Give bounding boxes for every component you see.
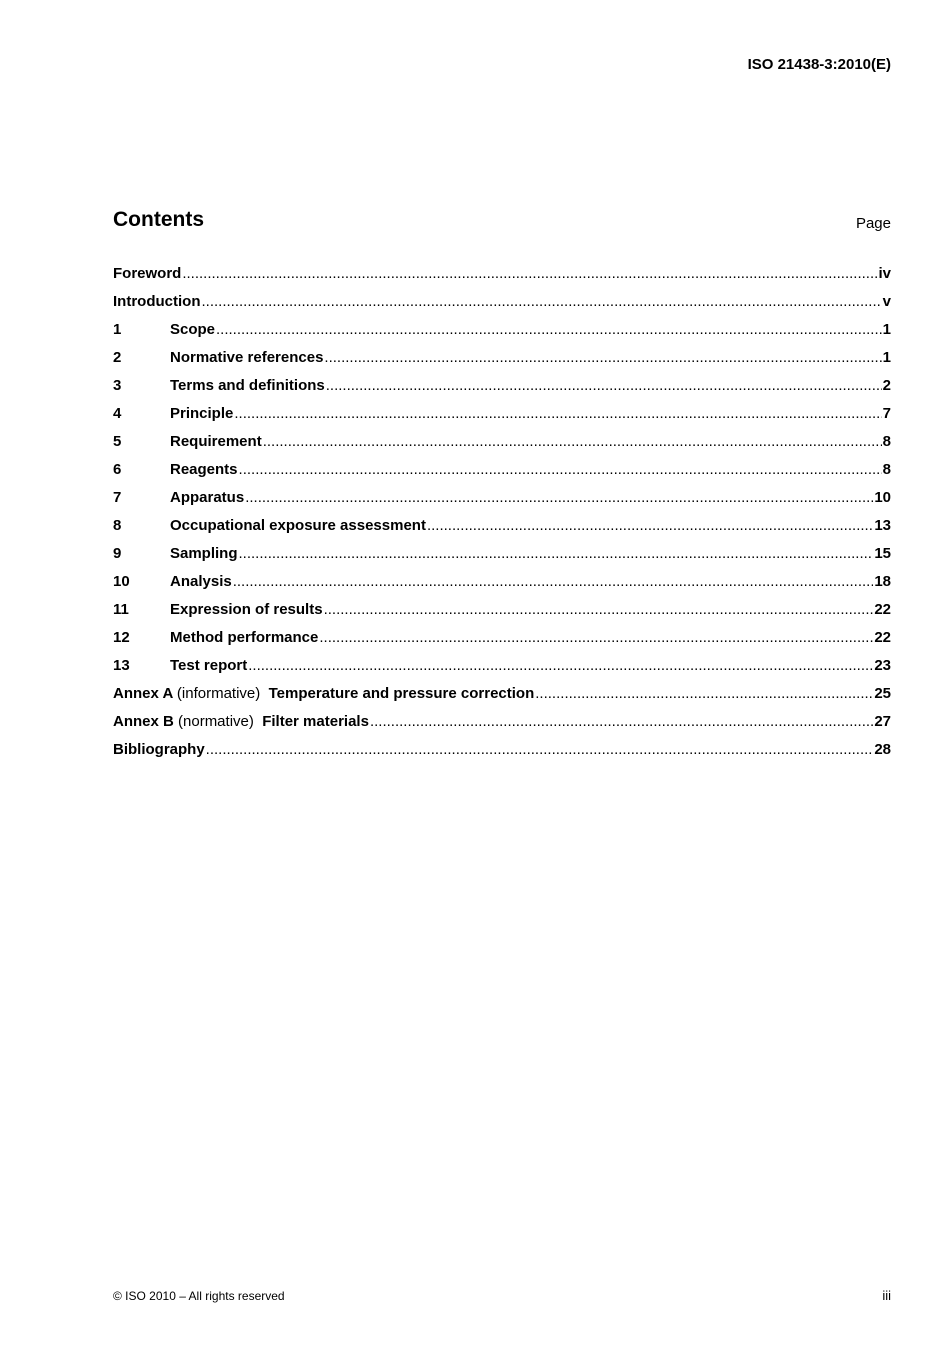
toc-entry-number: 9	[113, 545, 122, 562]
toc-entry-title-text: Sampling	[170, 545, 238, 562]
toc-entry-number: 8	[113, 517, 122, 534]
toc-entry[interactable]	[113, 629, 891, 657]
toc-entry-page: v	[882, 293, 891, 310]
toc-entry-title-text: Method performance	[170, 629, 319, 646]
toc-dot-leader	[319, 629, 873, 646]
toc-entry[interactable]	[113, 741, 891, 769]
toc-dot-leader	[201, 293, 881, 310]
toc-entry[interactable]	[113, 265, 891, 293]
page-column-heading: Page	[855, 215, 891, 232]
toc-entry-title	[113, 741, 205, 758]
toc-entry-page: 22	[874, 629, 891, 646]
toc-entry-prefix: Annex A	[113, 685, 173, 702]
toc-entry-page: 1	[882, 321, 891, 338]
toc-dot-leader	[326, 377, 882, 394]
toc-entry-title-text: Temperature and pressure correction	[268, 685, 535, 702]
toc-entry-title	[113, 265, 181, 282]
toc-entry-title	[170, 545, 238, 562]
toc-entry-title	[170, 489, 244, 506]
toc-entry-title-text: Occupational exposure assessment	[170, 517, 426, 534]
toc-entry[interactable]	[113, 601, 891, 629]
toc-entry-page: 27	[874, 713, 891, 730]
toc-entry-page: 8	[882, 461, 891, 478]
toc-entry[interactable]	[113, 433, 891, 461]
toc-entry-title	[113, 293, 200, 310]
toc-entry-page: iv	[878, 265, 891, 282]
toc-entry-number: 13	[113, 657, 130, 674]
toc-entry[interactable]	[113, 713, 891, 741]
toc-entry[interactable]	[113, 377, 891, 405]
toc-dot-leader	[370, 713, 873, 730]
toc-entry-prefix: Annex B	[113, 713, 174, 730]
toc-entry-prefix: Foreword	[113, 265, 182, 282]
toc-entry-number: 5	[113, 433, 122, 450]
toc-dot-leader	[182, 265, 877, 282]
toc-entry-number: 6	[113, 461, 122, 478]
toc-entry-title	[170, 433, 262, 450]
toc-entry-title	[170, 629, 318, 646]
toc-entry-page: 1	[882, 349, 891, 366]
toc-dot-leader	[248, 657, 873, 674]
toc-entry-title	[113, 685, 534, 702]
toc-entry-title	[170, 461, 238, 478]
toc-entry-title-text: Normative references	[170, 349, 324, 366]
toc-entry-page: 13	[874, 517, 891, 534]
toc-entry[interactable]	[113, 293, 891, 321]
toc-entry-page: 7	[882, 405, 891, 422]
toc-entry-title-text: Principle	[170, 405, 234, 422]
footer-page-number: iii	[882, 1288, 891, 1303]
toc-annex-type: (informative)	[176, 685, 261, 702]
toc-entry-title	[170, 657, 247, 674]
toc-entry-number: 1	[113, 321, 122, 338]
document-id: ISO 21438-3:2010(E)	[747, 56, 891, 73]
toc-dot-leader	[239, 461, 882, 478]
toc-entry-number: 4	[113, 405, 122, 422]
toc-entry-number: 12	[113, 629, 130, 646]
toc-entry[interactable]	[113, 517, 891, 545]
contents-heading: Contents	[113, 208, 204, 231]
table-of-contents	[113, 265, 891, 769]
toc-entry[interactable]	[113, 349, 891, 377]
toc-dot-leader	[239, 545, 874, 562]
toc-entry-title	[170, 517, 426, 534]
toc-entry-page: 10	[874, 489, 891, 506]
toc-dot-leader	[245, 489, 873, 506]
toc-entry-page: 25	[874, 685, 891, 702]
toc-entry-number: 11	[113, 601, 129, 618]
footer-copyright: © ISO 2010 – All rights reserved	[113, 1289, 285, 1303]
toc-entry-title-text: Expression of results	[170, 601, 323, 618]
toc-entry-title-text: Test report	[170, 657, 248, 674]
toc-entry-number: 2	[113, 349, 122, 366]
toc-entry-number: 3	[113, 377, 122, 394]
toc-entry-title	[170, 349, 323, 366]
toc-entry-title-text: Reagents	[170, 461, 238, 478]
toc-dot-leader	[216, 321, 882, 338]
toc-entry-prefix: Bibliography	[113, 741, 205, 758]
toc-dot-leader	[535, 685, 873, 702]
toc-entry-page: 2	[882, 377, 891, 394]
toc-entry-title-text: Scope	[170, 321, 216, 338]
toc-entry-title	[170, 573, 232, 590]
toc-entry[interactable]	[113, 489, 891, 517]
toc-entry[interactable]	[113, 321, 891, 349]
toc-entry-prefix: Introduction	[113, 293, 201, 310]
toc-entry-number: 10	[113, 573, 130, 590]
toc-entry-title-text: Filter materials	[262, 713, 369, 730]
toc-entry-title	[170, 601, 323, 618]
toc-annex-type: (normative)	[178, 713, 254, 730]
toc-entry[interactable]	[113, 657, 891, 685]
toc-entry-page: 23	[874, 657, 891, 674]
toc-entry-title-text: Requirement	[170, 433, 262, 450]
toc-entry-page: 8	[882, 433, 891, 450]
toc-entry[interactable]	[113, 573, 891, 601]
toc-entry-page: 15	[874, 545, 891, 562]
toc-entry-title	[170, 405, 233, 422]
toc-dot-leader	[427, 517, 873, 534]
toc-entry-page: 18	[874, 573, 891, 590]
toc-entry-title	[113, 713, 369, 730]
toc-entry[interactable]	[113, 685, 891, 713]
toc-entry-title-text: Analysis	[170, 573, 232, 590]
toc-dot-leader	[206, 741, 874, 758]
toc-entry-title-text: Apparatus	[170, 489, 245, 506]
toc-entry-page: 22	[874, 601, 891, 618]
toc-entry-title-text: Terms and definitions	[170, 377, 325, 394]
toc-entry[interactable]	[113, 405, 891, 433]
toc-entry-page: 28	[874, 741, 891, 758]
toc-dot-leader	[324, 601, 874, 618]
toc-dot-leader	[324, 349, 881, 366]
toc-entry-title	[170, 321, 215, 338]
toc-entry-number: 7	[113, 489, 122, 506]
toc-entry[interactable]	[113, 461, 891, 489]
toc-entry[interactable]	[113, 545, 891, 573]
toc-dot-leader	[234, 405, 881, 422]
toc-dot-leader	[263, 433, 882, 450]
toc-dot-leader	[233, 573, 874, 590]
toc-entry-title	[170, 377, 325, 394]
